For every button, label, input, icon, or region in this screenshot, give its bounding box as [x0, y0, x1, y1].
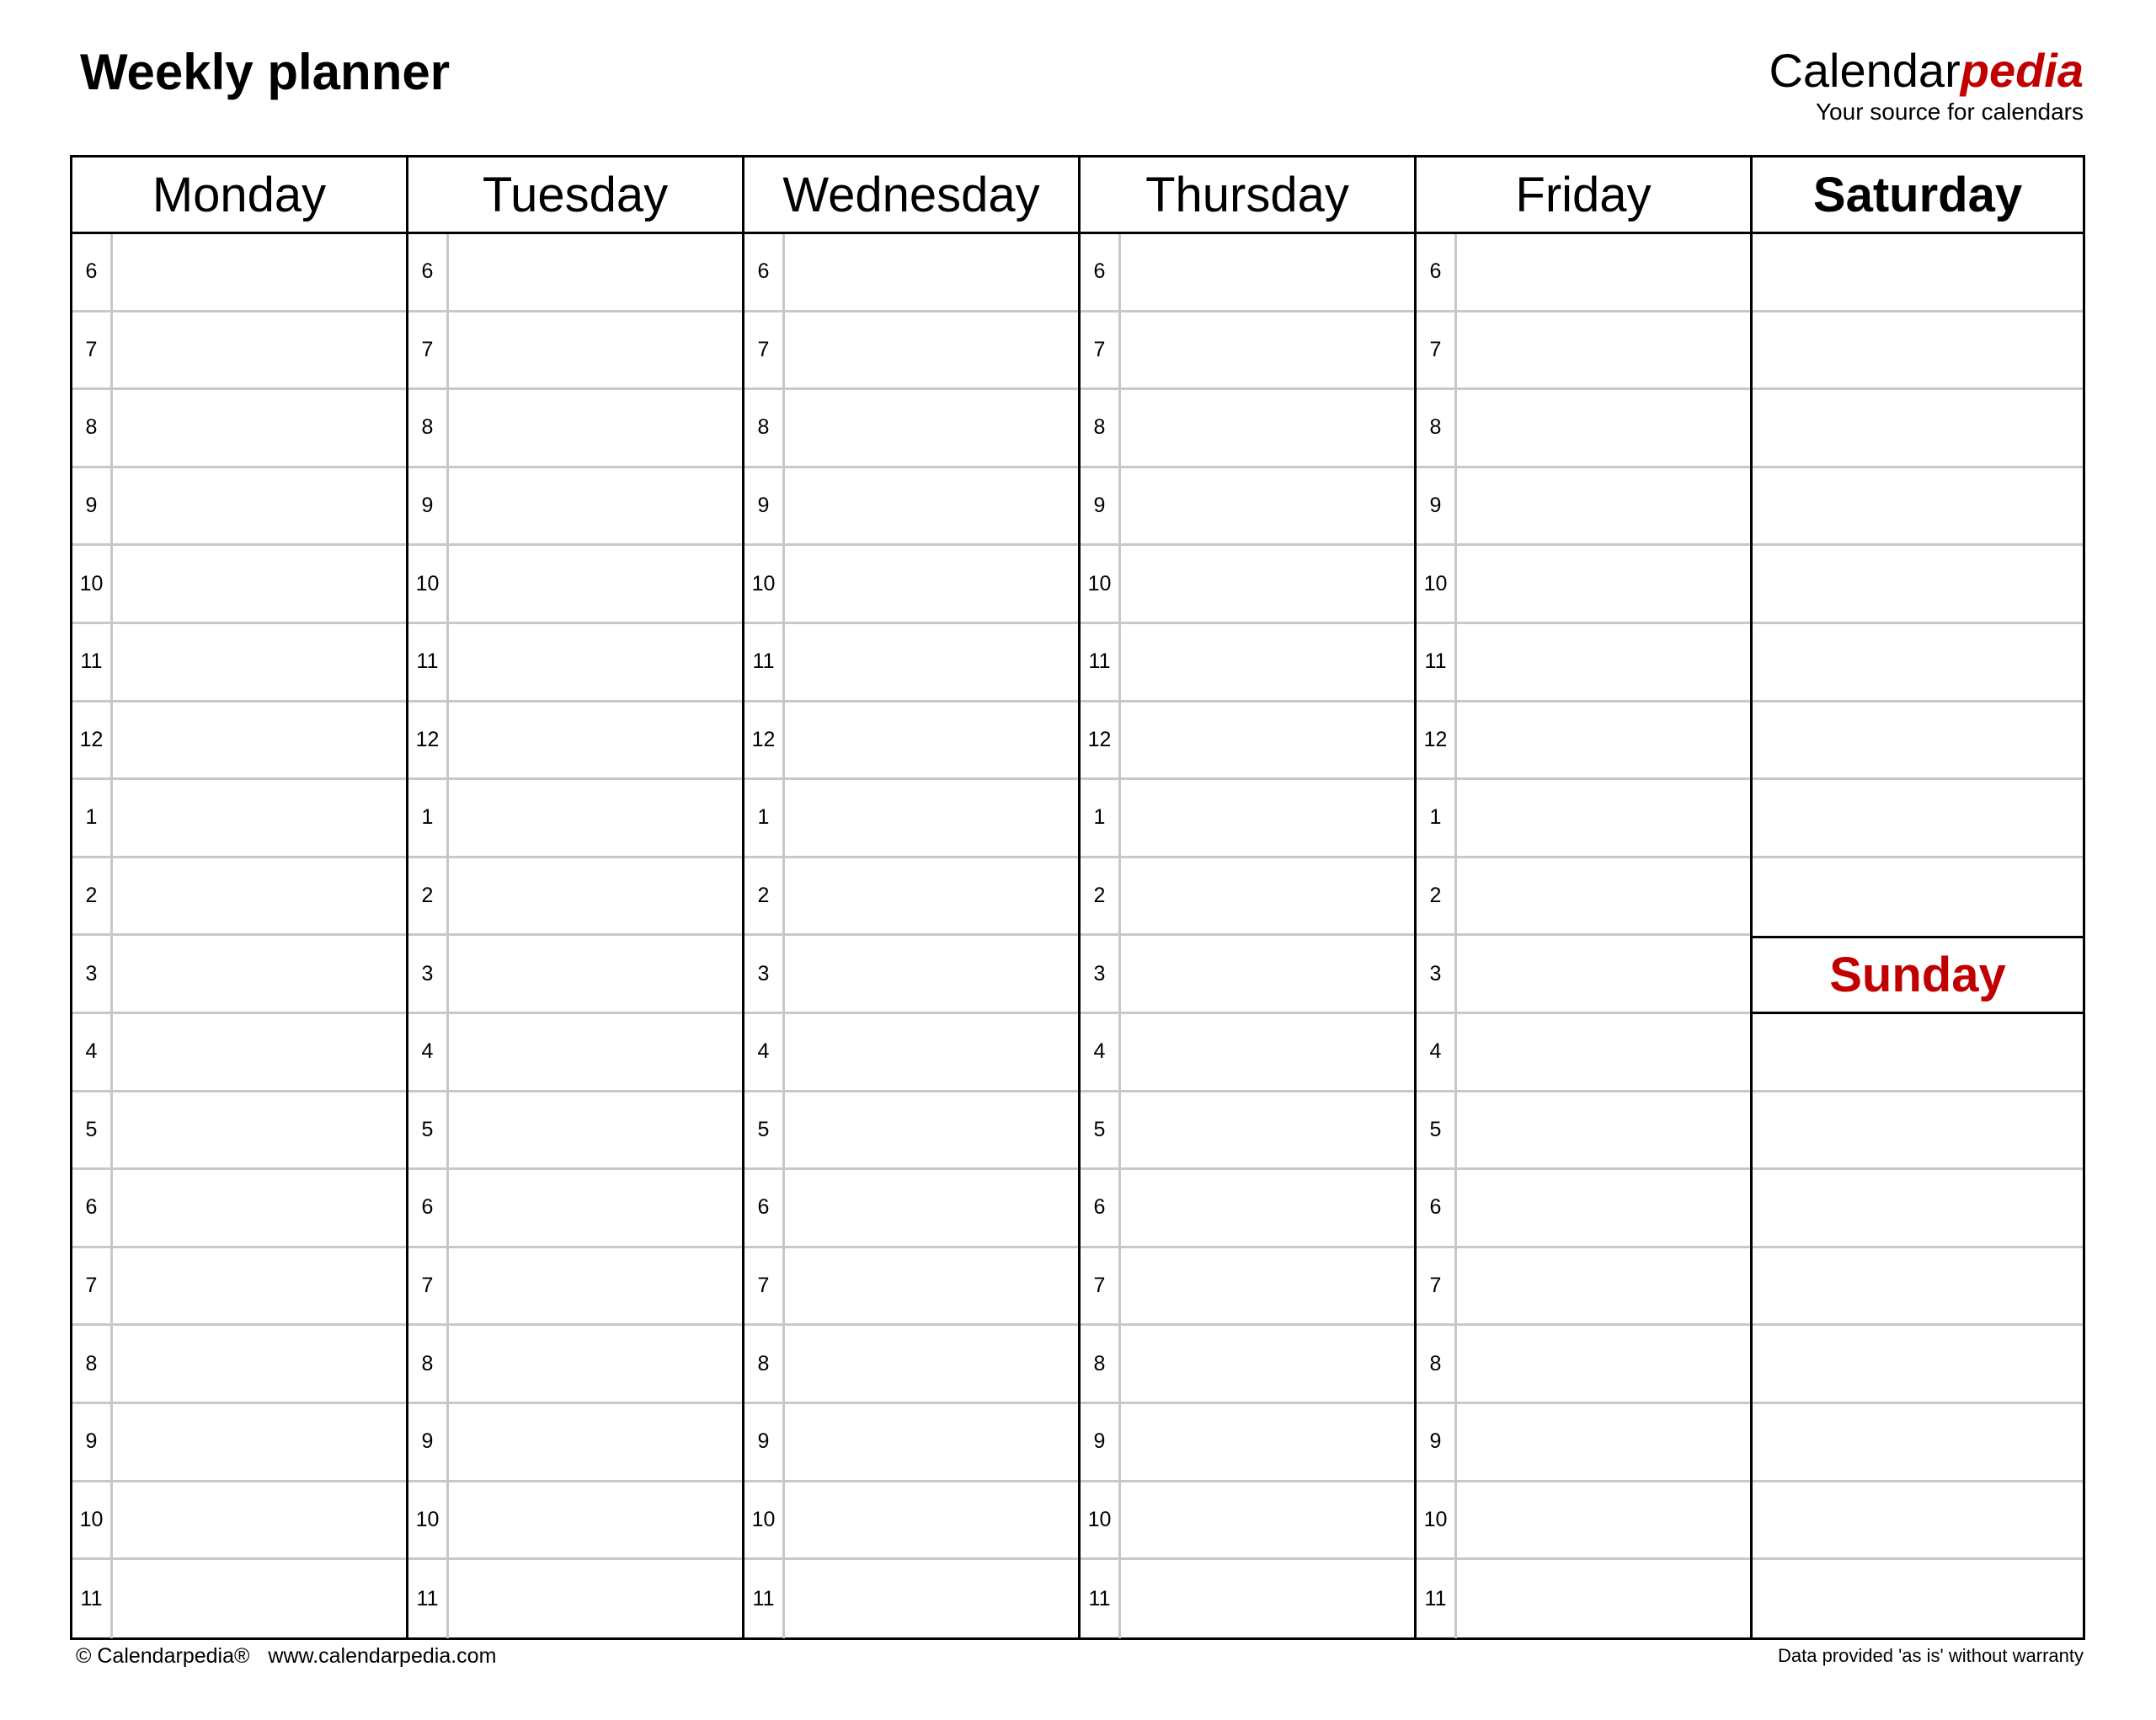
time-slot[interactable] — [1417, 390, 1750, 468]
website-link[interactable]: www.calendarpedia.com — [268, 1644, 497, 1668]
brand-name-accent: pedia — [1960, 44, 2084, 97]
brand-tagline: Your source for calendars — [1815, 99, 2084, 125]
saturday-header: Saturday — [1753, 158, 2083, 234]
hour-label: 10 — [408, 1482, 449, 1558]
time-slot[interactable] — [1081, 1170, 1414, 1248]
time-slot[interactable] — [408, 1170, 742, 1248]
hour-label: 8 — [1081, 390, 1121, 466]
time-slot[interactable] — [1081, 312, 1414, 391]
time-slot[interactable] — [408, 546, 742, 624]
hour-label: 10 — [744, 546, 785, 622]
hour-label: 9 — [1081, 1404, 1121, 1480]
day-header: Tuesday — [408, 158, 742, 234]
time-slot[interactable] — [1417, 234, 1750, 312]
hour-label: 5 — [744, 1092, 785, 1168]
time-slot[interactable] — [1081, 1092, 1414, 1171]
time-slot[interactable] — [1417, 1170, 1750, 1248]
time-slot[interactable] — [1417, 1014, 1750, 1092]
hour-label: 2 — [1417, 858, 1457, 934]
time-slot[interactable] — [1081, 624, 1414, 702]
time-slot[interactable] — [1417, 312, 1750, 391]
time-slot[interactable] — [408, 390, 742, 468]
time-slot[interactable] — [1417, 1560, 1750, 1638]
hour-label: 12 — [744, 702, 785, 778]
hour-label: 9 — [744, 468, 785, 544]
time-slot[interactable] — [744, 858, 1078, 937]
hour-label: 1 — [744, 780, 785, 856]
time-slot[interactable] — [1081, 390, 1414, 468]
time-slot[interactable] — [744, 936, 1078, 1014]
hour-label: 11 — [72, 624, 113, 700]
day-header: Monday — [72, 158, 406, 234]
day-column-2 — [744, 158, 1081, 1637]
hour-label: 8 — [744, 1326, 785, 1402]
hour-label: 6 — [1081, 1170, 1121, 1246]
hour-label: 12 — [72, 702, 113, 778]
day-column-3 — [1081, 158, 1417, 1637]
time-slot[interactable] — [1417, 936, 1750, 1014]
hour-label: 5 — [1081, 1092, 1121, 1168]
time-slot[interactable] — [744, 468, 1078, 547]
day-column-1 — [408, 158, 744, 1637]
time-slot[interactable] — [72, 624, 406, 702]
sunday-notes-row[interactable] — [1753, 1092, 2083, 1171]
day-header: Thursday — [1081, 158, 1414, 234]
time-slot[interactable] — [1081, 1482, 1414, 1561]
time-slot[interactable] — [744, 1092, 1078, 1171]
time-slot[interactable] — [72, 546, 406, 624]
saturday-notes-row[interactable] — [1753, 858, 2083, 937]
saturday-notes-row[interactable] — [1753, 624, 2083, 702]
hour-label: 7 — [1081, 1248, 1121, 1324]
hour-label: 4 — [408, 1014, 449, 1090]
hour-label: 6 — [1417, 234, 1457, 310]
time-slot[interactable] — [72, 1326, 406, 1404]
hour-label: 8 — [1081, 1326, 1121, 1402]
hour-label: 5 — [408, 1092, 449, 1168]
time-slot[interactable] — [408, 858, 742, 937]
time-slot[interactable] — [744, 1326, 1078, 1404]
time-slot[interactable] — [408, 624, 742, 702]
time-slot[interactable] — [1417, 1404, 1750, 1482]
time-slot[interactable] — [72, 1170, 406, 1248]
hour-label: 10 — [1417, 1482, 1457, 1558]
time-slot[interactable] — [1081, 546, 1414, 624]
hour-label: 5 — [72, 1092, 113, 1168]
time-slot[interactable] — [72, 390, 406, 468]
time-slot[interactable] — [744, 390, 1078, 468]
hour-label: 12 — [1081, 702, 1121, 778]
saturday-notes-row[interactable] — [1753, 390, 2083, 468]
hour-label: 11 — [744, 624, 785, 700]
hour-label: 7 — [408, 1248, 449, 1324]
time-slot[interactable] — [744, 234, 1078, 312]
copyright-text: © Calendarpedia® — [76, 1644, 250, 1668]
hour-label: 10 — [1081, 546, 1121, 622]
time-slot[interactable] — [408, 468, 742, 547]
hour-label: 8 — [72, 390, 113, 466]
hour-label: 9 — [744, 1404, 785, 1480]
time-slot[interactable] — [1417, 1326, 1750, 1404]
hour-label: 2 — [1081, 858, 1121, 934]
time-slot[interactable] — [1081, 234, 1414, 312]
time-slot[interactable] — [744, 1482, 1078, 1561]
time-slot[interactable] — [744, 1014, 1078, 1092]
hour-label: 8 — [408, 1326, 449, 1402]
footer-left — [76, 1644, 496, 1669]
hour-label: 7 — [744, 312, 785, 388]
hour-label: 3 — [408, 936, 449, 1012]
time-slot[interactable] — [744, 1170, 1078, 1248]
hour-label: 1 — [1081, 780, 1121, 856]
hour-label: 9 — [1417, 1404, 1457, 1480]
hour-label: 7 — [744, 1248, 785, 1324]
hour-label: 6 — [744, 1170, 785, 1246]
saturday-notes-row[interactable] — [1753, 468, 2083, 547]
time-slot[interactable] — [1417, 780, 1750, 858]
page-title: Weekly planner — [80, 44, 451, 100]
hour-label: 9 — [72, 468, 113, 544]
time-slot[interactable] — [72, 702, 406, 781]
hour-label: 7 — [1417, 1248, 1457, 1324]
hour-label: 6 — [72, 1170, 113, 1246]
time-slot[interactable] — [1081, 468, 1414, 547]
time-slot[interactable] — [408, 1482, 742, 1561]
hour-label: 8 — [1417, 1326, 1457, 1402]
hour-label: 3 — [1081, 936, 1121, 1012]
hour-label: 9 — [1081, 468, 1121, 544]
day-column-0 — [72, 158, 408, 1637]
hour-label: 3 — [72, 936, 113, 1012]
hour-label: 8 — [72, 1326, 113, 1402]
time-slot[interactable] — [1417, 1248, 1750, 1327]
hour-label: 8 — [744, 390, 785, 466]
hour-label: 7 — [1081, 312, 1121, 388]
hour-label: 12 — [408, 702, 449, 778]
time-slot[interactable] — [72, 1560, 406, 1638]
time-slot[interactable] — [1417, 702, 1750, 781]
time-slot[interactable] — [72, 1014, 406, 1092]
sunday-notes-row[interactable] — [1753, 1404, 2083, 1482]
sunday-notes-row[interactable] — [1753, 1014, 2083, 1092]
brand-logo[interactable] — [1578, 44, 2084, 126]
time-slot[interactable] — [72, 468, 406, 547]
hour-label: 11 — [744, 1560, 785, 1638]
hour-label: 6 — [408, 1170, 449, 1246]
hour-label: 4 — [744, 1014, 785, 1090]
hour-label: 11 — [408, 1560, 449, 1638]
sunday-notes-row[interactable] — [1753, 1326, 2083, 1404]
time-slot[interactable] — [408, 1560, 742, 1638]
saturday-notes-row[interactable] — [1753, 312, 2083, 391]
hour-label: 10 — [72, 1482, 113, 1558]
time-slot[interactable] — [1081, 858, 1414, 937]
time-slot[interactable] — [1081, 1404, 1414, 1482]
time-slot[interactable] — [1417, 546, 1750, 624]
time-slot[interactable] — [72, 234, 406, 312]
time-slot[interactable] — [408, 1248, 742, 1327]
hour-label: 10 — [408, 546, 449, 622]
time-slot[interactable] — [72, 1248, 406, 1327]
sunday-notes-row[interactable] — [1753, 1248, 2083, 1327]
disclaimer-text: Data provided 'as is' without warranty — [1777, 1645, 2084, 1666]
hour-label: 9 — [1417, 468, 1457, 544]
hour-label: 10 — [72, 546, 113, 622]
saturday-notes-row[interactable] — [1753, 780, 2083, 858]
hour-label: 2 — [744, 858, 785, 934]
hour-label: 4 — [72, 1014, 113, 1090]
time-slot[interactable] — [744, 1404, 1078, 1482]
saturday-notes-row[interactable] — [1753, 702, 2083, 781]
time-slot[interactable] — [1417, 624, 1750, 702]
hour-label: 11 — [408, 624, 449, 700]
hour-label: 9 — [72, 1404, 113, 1480]
sunday-header: Sunday — [1753, 936, 2083, 1014]
sunday-notes-row[interactable] — [1753, 1170, 2083, 1248]
time-slot[interactable] — [72, 936, 406, 1014]
time-slot[interactable] — [1081, 1248, 1414, 1327]
sunday-notes-row[interactable] — [1753, 1482, 2083, 1561]
saturday-notes-row[interactable] — [1753, 234, 2083, 312]
sunday-notes-row[interactable] — [1753, 1560, 2083, 1638]
time-slot[interactable] — [1417, 1092, 1750, 1171]
hour-label: 3 — [1417, 936, 1457, 1012]
brand-name-plain: Calendar — [1769, 44, 1961, 97]
hour-label: 2 — [408, 858, 449, 934]
time-slot[interactable] — [1081, 702, 1414, 781]
hour-label: 10 — [1081, 1482, 1121, 1558]
hour-label: 10 — [1417, 546, 1457, 622]
time-slot[interactable] — [72, 1404, 406, 1482]
hour-label: 6 — [72, 234, 113, 310]
hour-label: 6 — [1081, 234, 1121, 310]
time-slot[interactable] — [1081, 780, 1414, 858]
hour-label: 11 — [1081, 1560, 1121, 1638]
hour-label: 11 — [72, 1560, 113, 1638]
time-slot[interactable] — [72, 1482, 406, 1561]
hour-label: 12 — [1417, 702, 1457, 778]
hour-label: 7 — [72, 1248, 113, 1324]
hour-label: 6 — [744, 234, 785, 310]
brand-name — [1578, 44, 2084, 98]
hour-label: 4 — [1417, 1014, 1457, 1090]
time-slot[interactable] — [408, 1404, 742, 1482]
hour-label: 1 — [72, 780, 113, 856]
hour-label: 1 — [1417, 780, 1457, 856]
time-slot[interactable] — [744, 1248, 1078, 1327]
hour-label: 11 — [1417, 624, 1457, 700]
time-slot[interactable] — [1417, 468, 1750, 547]
time-slot[interactable] — [1417, 858, 1750, 937]
time-slot[interactable] — [1417, 1482, 1750, 1561]
hour-label: 10 — [744, 1482, 785, 1558]
hour-label: 2 — [72, 858, 113, 934]
time-slot[interactable] — [408, 936, 742, 1014]
time-slot[interactable] — [1081, 1014, 1414, 1092]
time-slot[interactable] — [1081, 936, 1414, 1014]
time-slot[interactable] — [408, 702, 742, 781]
time-slot[interactable] — [744, 780, 1078, 858]
hour-label: 6 — [408, 234, 449, 310]
day-header: Wednesday — [744, 158, 1078, 234]
time-slot[interactable] — [408, 1326, 742, 1404]
day-header: Friday — [1417, 158, 1750, 234]
hour-label: 4 — [1081, 1014, 1121, 1090]
hour-label: 11 — [1081, 624, 1121, 700]
hour-label: 1 — [408, 780, 449, 856]
time-slot[interactable] — [1081, 1560, 1414, 1638]
hour-label: 5 — [1417, 1092, 1457, 1168]
time-slot[interactable] — [72, 312, 406, 391]
hour-label: 11 — [1417, 1560, 1457, 1638]
planner-grid — [70, 155, 2085, 1640]
time-slot[interactable] — [1081, 1326, 1414, 1404]
hour-label: 9 — [408, 468, 449, 544]
hour-label: 8 — [1417, 390, 1457, 466]
time-slot[interactable] — [72, 1092, 406, 1171]
time-slot[interactable] — [744, 702, 1078, 781]
time-slot[interactable] — [408, 312, 742, 391]
time-slot[interactable] — [408, 234, 742, 312]
time-slot[interactable] — [744, 312, 1078, 391]
hour-label: 8 — [408, 390, 449, 466]
time-slot[interactable] — [744, 1560, 1078, 1638]
hour-label: 9 — [408, 1404, 449, 1480]
hour-label: 7 — [72, 312, 113, 388]
time-slot[interactable] — [72, 780, 406, 858]
saturday-notes-row[interactable] — [1753, 546, 2083, 624]
weekend-column — [1753, 158, 2083, 1637]
time-slot[interactable] — [408, 1014, 742, 1092]
time-slot[interactable] — [408, 1092, 742, 1171]
time-slot[interactable] — [72, 858, 406, 937]
day-column-4 — [1417, 158, 1753, 1637]
time-slot[interactable] — [744, 624, 1078, 702]
hour-label: 6 — [1417, 1170, 1457, 1246]
hour-label: 7 — [408, 312, 449, 388]
hour-label: 3 — [744, 936, 785, 1012]
hour-label: 7 — [1417, 312, 1457, 388]
time-slot[interactable] — [744, 546, 1078, 624]
time-slot[interactable] — [408, 780, 742, 858]
